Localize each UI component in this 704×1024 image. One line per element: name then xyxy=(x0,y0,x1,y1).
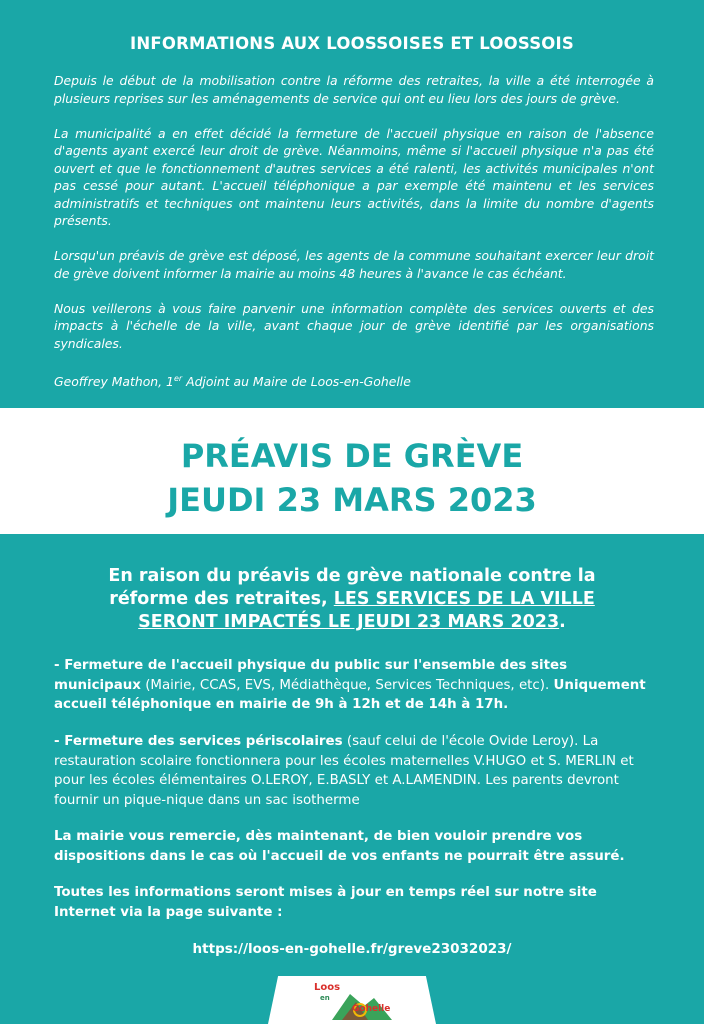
logo-word-1: Loos xyxy=(314,982,341,993)
info-paragraph: La municipalité a en effet décidé la fermeture de l'accueil physique en raison de l'absence d'agents ayant exercé leur droit de grève. Néanmoins, même si l'accueil physique n'a pas été ouvert et que le fonctionnement d'autres services a été ralenti, les activités municipales n'ont pas cessé pour autant. L'accueil téléphonique a par exemple été maintenu et les services administratifs et techniques ont maintenu leurs activités, dans la limite du nombre d'agents présents. xyxy=(54,125,654,228)
logo-word-2: en xyxy=(320,994,330,1002)
closure-reception-title: - Fermeture de l'accueil physique du public sur l'ensemble des sites municipaux xyxy=(54,658,568,693)
updates-text: Toutes les informations seront mises à jour en temps réel sur notre site Internet via la page suivante : xyxy=(54,885,597,920)
closure-periscolaire-title: - Fermeture des services périscolaires xyxy=(54,734,343,749)
loos-en-gohelle-logo xyxy=(312,980,396,1020)
signature-sup: er xyxy=(173,373,183,383)
closure-periscolaire-block xyxy=(54,732,654,810)
intro-part-1: En raison du préavis de grève nationale contre la réforme des retraites, xyxy=(108,566,596,609)
info-title: INFORMATIONS AUX LOOSSOISES ET LOOSSOIS xyxy=(130,34,574,53)
signature-role: Adjoint au Maire de Loos-en-Gohelle xyxy=(182,373,411,389)
banner-line-2: JEUDI 23 MARS 2023 xyxy=(167,481,537,519)
intro-part-3: . xyxy=(559,612,566,632)
info-paragraph: Lorsqu'un préavis de grève est déposé, les agents de la commune souhaitant exercer leur droit de grève doivent informer la mairie au moins 48 heures à l'avance le cas échéant. xyxy=(54,248,654,281)
banner-line-1: PRÉAVIS DE GRÈVE xyxy=(180,437,524,475)
info-body xyxy=(54,72,654,408)
signature xyxy=(54,370,654,391)
intro-underlined: LES SERVICES DE LA VILLE SERONT IMPACTÉS LE JEUDI 23 MARS 2023 xyxy=(138,589,595,632)
closure-reception-detail: (Mairie, CCAS, EVS, Médiathèque, Services Techniques, etc). xyxy=(140,677,554,693)
logo-word-3: Gohelle xyxy=(352,1004,391,1014)
phone-reception-hours: Uniquement accueil téléphonique en mairie de 9h à 12h et de 14h à 17h. xyxy=(54,677,646,712)
thanks-text: La mairie vous remercie, dès maintenant, de bien vouloir prendre vos dispositions dans le cas où l'accueil de vos enfants ne pourrait être assuré. xyxy=(54,829,625,864)
intro-text xyxy=(70,565,634,634)
info-paragraph: Nous veillerons à vous faire parvenir une information complète des services ouverts et des impacts à l'échelle de la ville, avant chaque jour de grève identifié par les organisations syndicales. xyxy=(54,300,654,351)
strike-info-link[interactable]: https://loos-en-gohelle.fr/greve23032023/ xyxy=(192,941,512,957)
info-section xyxy=(0,0,704,408)
signature-name: Geoffrey Mathon, 1 xyxy=(54,373,174,389)
closure-periscolaire-detail: (sauf celui de l'école Ovide Leroy). La restauration scolaire fonctionnera pour les écoles maternelles V.HUGO et S. MERLIN et pour les écoles élémentaires O.LEROY, E.BASLY et A.LAMENDIN. Les parents devront fournir un pique-nique dans un sac isotherme xyxy=(54,734,634,808)
closure-reception-block xyxy=(54,656,654,715)
strike-banner xyxy=(0,408,704,534)
info-paragraph: Depuis le début de la mobilisation contre la réforme des retraites, la ville a été interrogée à plusieurs reprises sur les aménagements de service qui ont eu lieu lors des jours de grève. xyxy=(54,73,654,106)
